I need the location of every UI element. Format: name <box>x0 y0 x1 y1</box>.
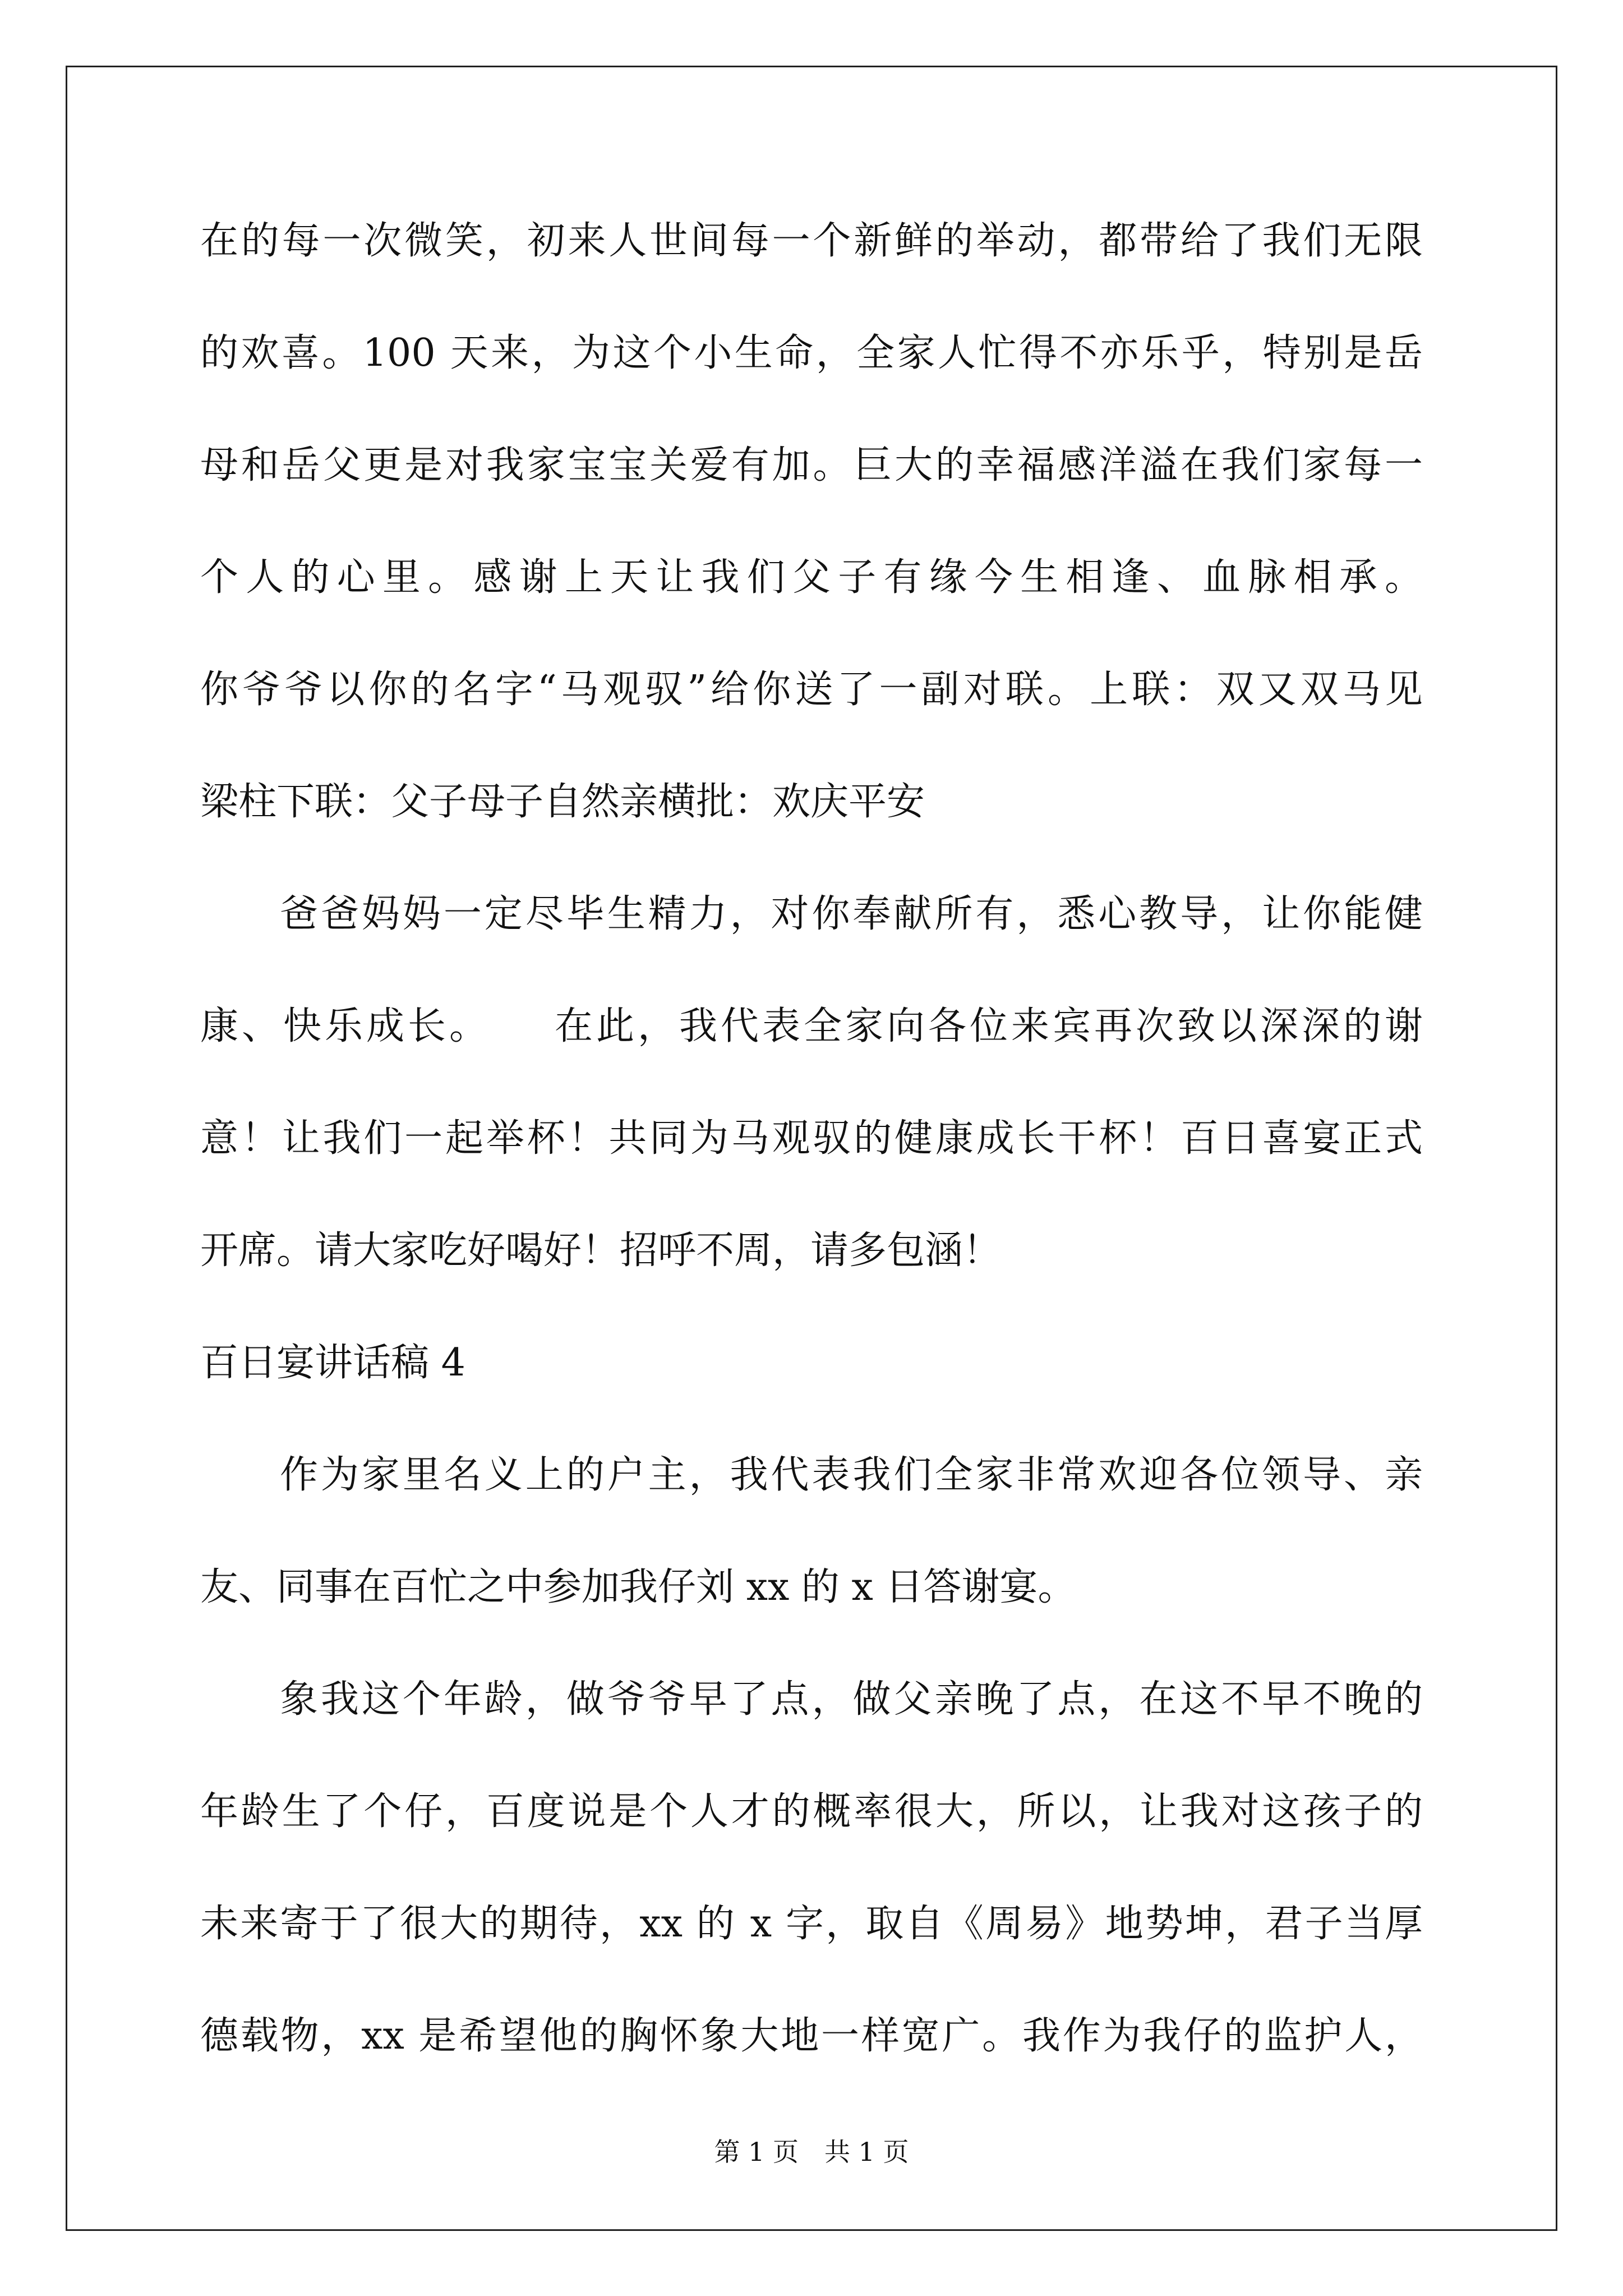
text-line: 梁柱下联：父子母子自然亲横批：欢庆平安 <box>200 780 925 824</box>
text-line: 在的每一次微笑，初来人世间每一个新鲜的举动，都带给了我们无限 <box>200 219 1423 263</box>
document-body <box>200 213 1423 2120</box>
text-line: 年龄生了个仔，百度说是个人才的概率很大，所以，让我对这孩子的 <box>200 1789 1423 1834</box>
text-line: 意！让我们一起举杯！共同为马观驭的健康成长干杯！百日喜宴正式 <box>200 1116 1423 1161</box>
text-line: 个人的心里。感谢上天让我们父子有缘今生相逢、血脉相承。 <box>200 555 1423 600</box>
paragraph-first-line: 作为家里名义上的户主，我代表我们全家非常欢迎各位领导、亲 <box>280 1453 1423 1497</box>
text-line: 母和岳父更是对我家宝宝关爱有加。巨大的幸福感洋溢在我们家每一 <box>200 443 1423 487</box>
paragraph-first-line: 象我这个年龄，做爷爷早了点，做父亲晚了点，在这不早不晚的 <box>280 1677 1423 1722</box>
paragraph-first-line: 爸爸妈妈一定尽毕生精力，对你奉献所有，悉心教导，让你能健 <box>280 892 1423 936</box>
text-line: 的欢喜。100 天来，为这个小生命，全家人忙得不亦乐乎，特别是岳 <box>200 331 1423 375</box>
text-line: 你爷爷以你的名字“马观驭”给你送了一副对联。上联：双又双马见 <box>200 668 1423 712</box>
text-line: 友、同事在百忙之中参加我仔刘 xx 的 x 日答谢宴。 <box>200 1565 1076 1609</box>
text-line: 开席。请大家吃好喝好！招呼不周，请多包涵！ <box>200 1228 1002 1273</box>
text-line: 德载物，xx 是希望他的胸怀象大地一样宽广。我作为我仔的监护人， <box>200 2014 1423 2058</box>
page-footer: 第 1 页 共 1 页 <box>714 2137 909 2167</box>
text-line: 未来寄于了很大的期待，xx 的 x 字，取自《周易》地势坤，君子当厚 <box>200 1902 1423 1946</box>
text-line: 康、快乐成长。 在此，我代表全家向各位来宾再次致以深深的谢 <box>200 1004 1423 1048</box>
section-heading: 百日宴讲话稿 4 <box>200 1341 465 1385</box>
